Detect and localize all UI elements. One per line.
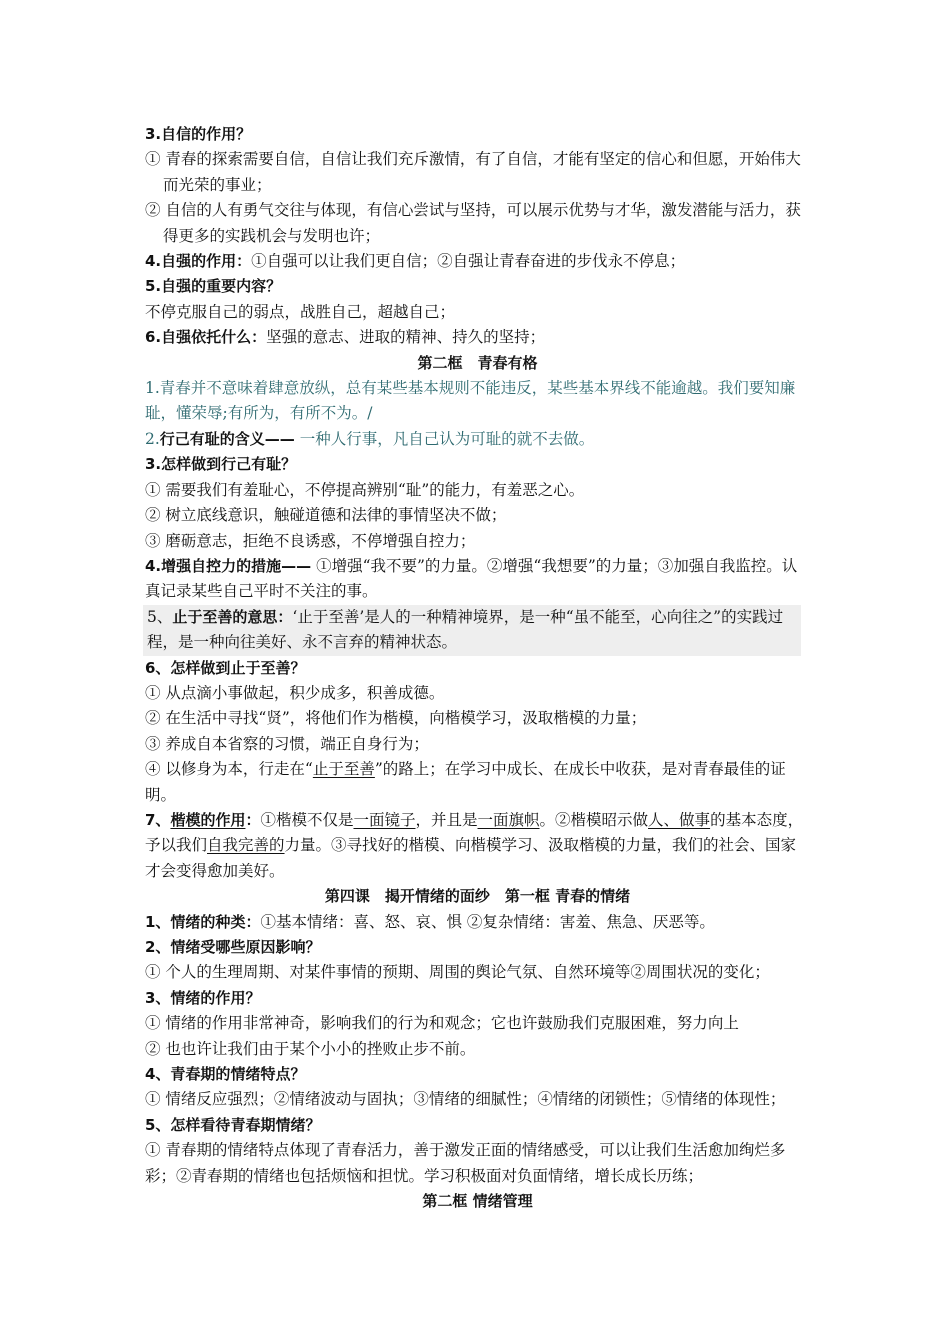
list-item: ③ 磨砺意志，拒绝不良诱惑，不停增强自控力； — [145, 531, 476, 550]
list-item: ③ 养成自本省察的习惯，端正自身行为； — [145, 734, 429, 753]
question-heading: 3.自信的作用？ — [145, 125, 252, 143]
underlined-text: 自我完善的 — [207, 836, 285, 855]
paragraph — [145, 249, 810, 274]
question-heading: 3、情绪的作用？ — [145, 988, 261, 1007]
list-item: ① 需要我们有羞耻心，不停提高辨别“耻”的能力，有羞恶之心。 — [145, 480, 585, 499]
question-heading: 5.自强的重要内容？ — [145, 277, 282, 296]
document-page — [145, 122, 810, 1214]
list-item: ① 从点滴小事做起，积少成多，积善成德。 — [145, 683, 445, 702]
number: 7、 — [145, 810, 171, 829]
term-text: 坚强的意志、进取的精神、持久的坚持； — [266, 328, 546, 347]
highlighted-paragraph — [143, 605, 801, 656]
text: ，并且是 — [415, 810, 478, 829]
list-item: ① 青春的探索需要自信，自信让我们充斥激情，有了自信，才能有坚定的信心和但愿，开始伟大而光荣的事业； — [145, 150, 801, 194]
term-label: 行己有耻的含义—— — [159, 429, 295, 448]
underlined-text: 人、做事 — [648, 810, 711, 829]
term-label: 4.增强自控力的措施—— — [145, 556, 312, 575]
paragraph: 1.青春并不意味着肆意放纵，总有某些基本规则不能违反，某些基本界线不能逾越。我们要知廉耻，懂荣辱;有所为，有所不为。/ — [145, 379, 796, 423]
underlined-text: 一面镜子 — [353, 810, 416, 829]
paragraph — [145, 554, 810, 605]
term-label: 4.自强的作用： — [145, 252, 252, 271]
list-item: ① 情绪反应强烈；②情绪波动与固执；③情绪的细腻性；④情绪的闭锁性；⑤情绪的体现性； — [145, 1090, 786, 1109]
term-text: ①基本情绪：喜、怒、哀、惧 ②复杂情绪：害羞、焦急、厌恶等。 — [260, 912, 715, 931]
list-item: ② 自信的人有勇气交往与体现，有信心尝试与坚持，可以展示优势与才华，激发潜能与活力，获得更多的实践机会与发明也许； — [145, 201, 801, 245]
paragraph — [145, 325, 810, 350]
list-item: ① 青春期的情绪特点体现了青春活力，善于激发正面的情绪感受，可以让我们生活愈加绚烂多彩；②青春期的情绪也包括烦恼和担忧。学习积极面对负面情绪，增长成长历练； — [145, 1141, 786, 1185]
list-item — [145, 757, 810, 808]
section-heading: 第二框 青春有格 — [417, 353, 538, 372]
text: 的基本态度，予以我们 — [145, 810, 804, 855]
underlined-text: 止于至善 — [312, 760, 375, 779]
number: 2. — [145, 429, 160, 448]
text: 。②楷模昭示做 — [539, 810, 649, 829]
list-item: ① 个人的生理周期、对某件事情的预期、周围的舆论气氛、自然环境等②周围状况的变化； — [145, 963, 770, 982]
term-text: ①自强可以让我们更自信；②自强让青春奋进的步伐永不停息； — [251, 252, 686, 271]
colon: ： — [245, 810, 261, 829]
question-heading: 6、怎样做到止于至善？ — [145, 658, 306, 677]
term-text: 一种人行事，凡自己认为可耻的就不去做。 — [294, 429, 595, 448]
paragraph — [145, 910, 810, 935]
term-label: 止于至善的意思： — [172, 607, 293, 626]
number: 5、 — [147, 607, 173, 626]
term-label: 1、情绪的种类： — [145, 912, 261, 931]
paragraph — [145, 427, 810, 452]
term-label: 楷模的作用 — [170, 810, 246, 829]
text: ”的路上；在学习中成长、在成长中收获，是对青春最佳的证明。 — [145, 760, 786, 804]
paragraph — [145, 808, 810, 884]
question-heading: 5、怎样看待青春期情绪？ — [145, 1115, 321, 1134]
section-heading: 第二框 情绪管理 — [422, 1192, 533, 1211]
text: ①楷模不仅是 — [260, 810, 354, 829]
text: ④ 以修身为本，行走在“ — [145, 760, 313, 779]
list-item: ② 也也许让我们由于某个小小的挫败止步不前。 — [145, 1039, 476, 1058]
term-text: ‘止于至善’是人的一种精神境界，是一种“虽不能至，心向往之”的实践过程，是一种向往美好、永不言弃的精神状态。 — [147, 607, 784, 652]
list-item: ② 树立底线意识，触碰道德和法律的事情坚决不做； — [145, 506, 507, 525]
question-heading: 2、情绪受哪些原因影响？ — [145, 938, 321, 956]
term-label: 6.自强依托什么： — [145, 328, 267, 347]
section-heading: 第四课 揭开情绪的面纱 第一框 青春的情绪 — [324, 887, 631, 906]
list-item: ① 情绪的作用非常神奇，影响我们的行为和观念；它也许鼓励我们克服困难，努力向上 — [145, 1014, 739, 1033]
term-text: ①增强“我不要”的力量。②增强“我想要”的力量；③加强自我监控。认真记录某些自己平时不关注的事。 — [145, 556, 798, 601]
paragraph: 不停克服自己的弱点，战胜自己，超越自己； — [145, 302, 456, 321]
text: 力量。③寻找好的楷模、向楷模学习、汲取楷模的力量，我们的社会、国家才会变得愈加美好。 — [145, 836, 797, 880]
underlined-text: 一面旗帜 — [477, 810, 540, 829]
list-item: ② 在生活中寻找“贤”，将他们作为楷模，向楷模学习，汲取楷模的力量； — [145, 709, 647, 728]
question-heading: 4、青春期的情绪特点？ — [145, 1065, 306, 1084]
question-heading: 3.怎样做到行己有耻？ — [145, 455, 297, 474]
